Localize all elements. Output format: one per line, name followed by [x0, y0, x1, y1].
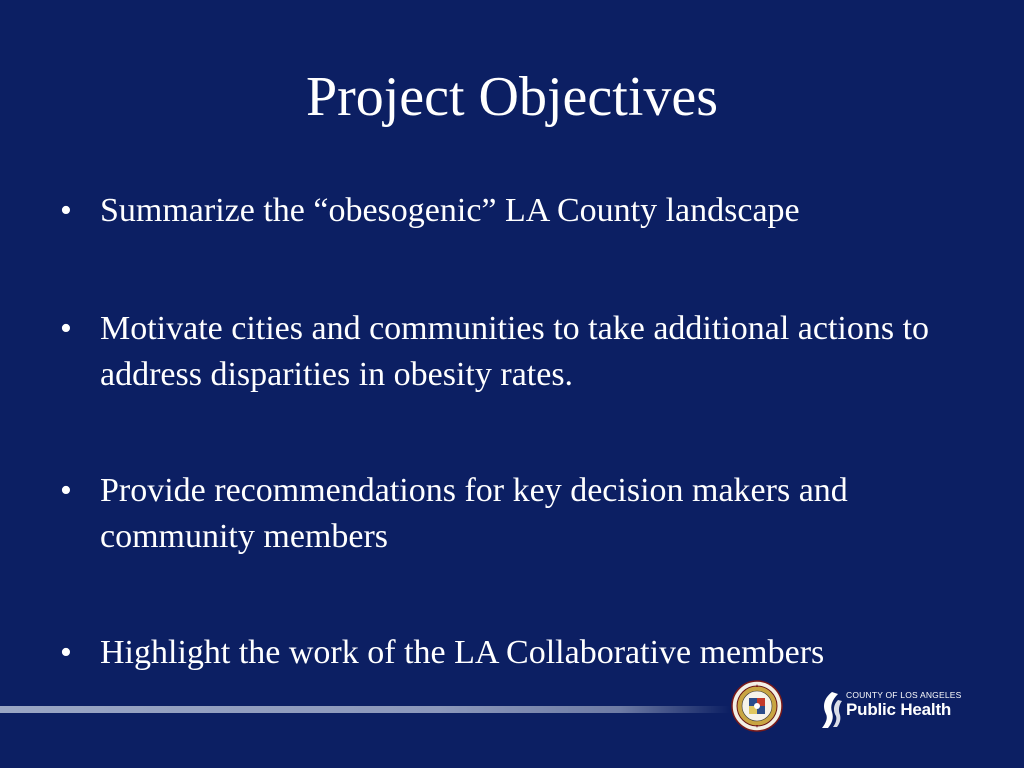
public-health-county-label: COUNTY OF LOS ANGELES: [846, 690, 962, 700]
bullet-text: Provide recommendations for key decision makers and community members: [100, 472, 848, 555]
bullet-item: [60, 468, 960, 560]
public-health-label: Public Health: [846, 700, 952, 719]
bullet-item: [60, 306, 960, 398]
bullet-text: Motivate cities and communities to take additional actions to address disparities in obesity rates.: [100, 310, 930, 393]
bullet-marker: •: [60, 310, 72, 347]
bullet-text: Summarize the “obesogenic” LA County landscape: [100, 192, 800, 229]
public-health-mark-icon: [818, 690, 844, 730]
bullet-marker: •: [60, 634, 72, 671]
public-health-logo: [818, 688, 968, 732]
footer-divider: [0, 706, 730, 713]
bullet-text: Highlight the work of the LA Collaborative members: [100, 634, 825, 671]
county-seal-icon: [731, 680, 783, 732]
bullet-marker: •: [60, 472, 72, 509]
bullet-item: [60, 630, 960, 676]
bullet-marker: •: [60, 192, 72, 229]
bullet-item: [60, 188, 960, 234]
slide-title: Project Objectives: [305, 66, 719, 128]
